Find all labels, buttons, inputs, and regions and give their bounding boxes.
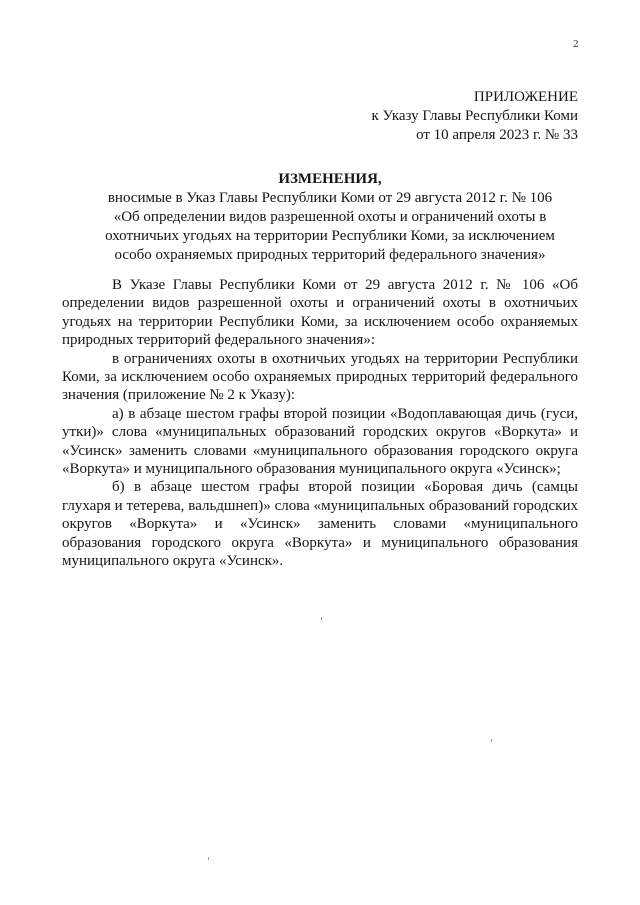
restrictions-paragraph: в ограничениях охоты в охотничьих угодьях на территории Республики Коми, за исключением особо охраняемых природных территорий федерального значения (приложение № 2 к Указу):: [62, 350, 578, 404]
appendix-title: ПРИЛОЖЕНИЕ: [473, 89, 578, 105]
heading-line: вносимые в Указ Главы Республики Коми от 29 августа 2012 г. № 106: [107, 190, 553, 206]
scan-speck: [491, 739, 492, 742]
scan-speck: [208, 857, 209, 860]
heading-line: охотничьих угодьях на территории Республики Коми, за исключением: [105, 228, 555, 244]
item-b-paragraph: б) в абзаце шестом графы второй позиции «Боровая дичь (самцы глухаря и тетерева, вальдшнеп)» слова «муниципальных образований городских округов «Воркута» и «Усинск» заменить словами «муниципального образования городского округа «Воркута» и муниципального образования муниципального округа «Усинск».: [62, 479, 578, 570]
heading-line: «Об определении видов разрешенной охоты и ограничений охоты в: [113, 209, 547, 225]
heading-line: особо охраняемых природных территорий федерального значения»: [114, 247, 546, 263]
intro-paragraph: В Указе Главы Республики Коми от 29 августа 2012 г. № 106 «Об определении видов разрешенной охоты и ограничений охоты в охотничьих угодьях на территории Республики Коми, за исключением особо охраняемых природных территорий федерального значения»:: [62, 277, 578, 349]
document-heading: [80, 170, 580, 265]
appendix-decree-ref: к Указу Главы Республики Коми: [371, 108, 578, 124]
item-a-paragraph: а) в абзаце шестом графы второй позиции «Водоплавающая дичь (гуси, утки)» слова «муниципальных образований городских округов «Воркута» и «Усинск» заменить словами «муниципального образования городского округа «Воркута» и муниципального образования муниципального округа «Усинск»;: [62, 405, 578, 478]
appendix-block: [371, 88, 578, 145]
appendix-date: от 10 апреля 2023 г. № 33: [416, 127, 578, 143]
page-number: 2: [573, 38, 579, 50]
document-body: [62, 276, 578, 571]
scan-speck: [321, 617, 322, 620]
heading-title: ИЗМЕНЕНИЯ,: [278, 171, 382, 187]
